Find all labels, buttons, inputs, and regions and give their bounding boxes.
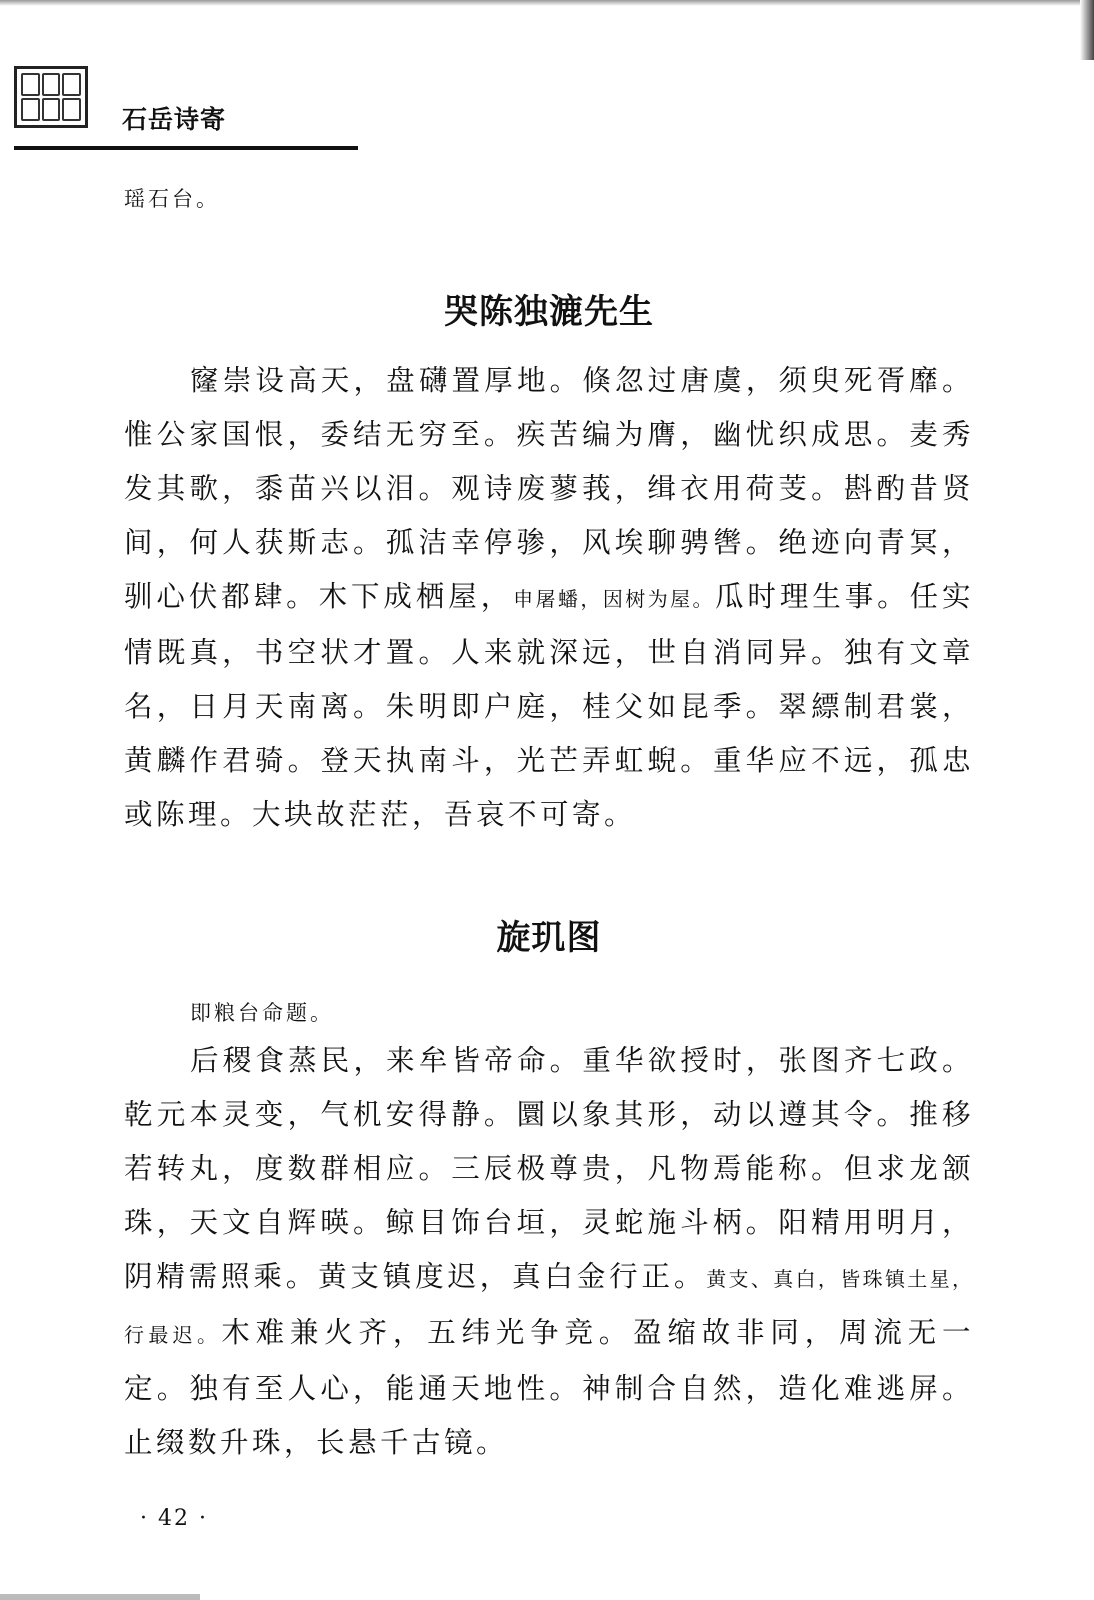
poem-title-2: 旋玑图 bbox=[496, 918, 602, 958]
scan-bottom-edge bbox=[0, 1594, 200, 1600]
poem-body-2-part-b: 木难兼火齐，五纬光争竞。盈缩故非同，周流无一定。独有至人心，能通天地性。神制合自然，造化难逃屏。止缀数升珠，长悬千古镜。 bbox=[124, 1316, 974, 1459]
running-header-title: 石岳诗寄 bbox=[122, 105, 227, 134]
poem-body-1-part-a: 窿崇设高天，盘礴置厚地。倏忽过唐虞，须臾死胥靡。惟公家国恨，委结无穷至。疾苦编为膺，幽忧织成思。麦秀发其歌，黍苗兴以泪。观诗废蓼莪，缉衣用荷芰。斟酌昔贤间，何人获斯志。孤洁幸停骖，风埃聊骋辔。绝迹向青冥，驯心伏都肆。木下成栖屋， bbox=[124, 364, 974, 613]
poem-title-1: 哭陈独漉先生 bbox=[444, 292, 654, 332]
poem-body-2 bbox=[124, 1034, 974, 1470]
poem-note-2: 黄支、真白，皆珠镇土星，行最迟。 bbox=[124, 1267, 974, 1347]
seal-logo-icon bbox=[14, 66, 88, 128]
header-rule bbox=[14, 146, 358, 150]
scan-right-edge bbox=[1080, 0, 1094, 60]
poem-body-2-part-a: 后稷食蒸民，来牟皆帝命。重华欲授时，张图齐七政。乾元本灵变，气机安得静。圜以象其形，动以遵其令。推移若转丸，度数群相应。三辰极尊贵，凡物焉能称。但求龙颔珠，天文自辉暎。鲸目饰台垣，灵蛇施斗柄。阳精用明月，阴精需照乘。黄支镇度迟，真白金行正。 bbox=[124, 1044, 974, 1293]
poem-body-1 bbox=[124, 354, 974, 842]
scan-top-edge bbox=[0, 0, 1094, 6]
poem-note-1: 申屠蟠，因树为屋。 bbox=[513, 587, 715, 611]
page-number: · 42 · bbox=[140, 1506, 208, 1531]
continued-note: 瑶石台。 bbox=[124, 187, 220, 211]
poem-preface-2: 即粮台命题。 bbox=[190, 1001, 334, 1025]
poem-body-1-part-b: 瓜时理生事。任实情既真，书空状才置。人来就深远，世自消同异。独有文章名，日月天南离。朱明即户庭，桂父如昆季。翠縹制君裳，黄麟作君骑。登天执南斗，光芒弄虹蜺。重华应不远，孤忠或陈理。大块故茫茫，吾哀不可寄。 bbox=[124, 580, 974, 831]
